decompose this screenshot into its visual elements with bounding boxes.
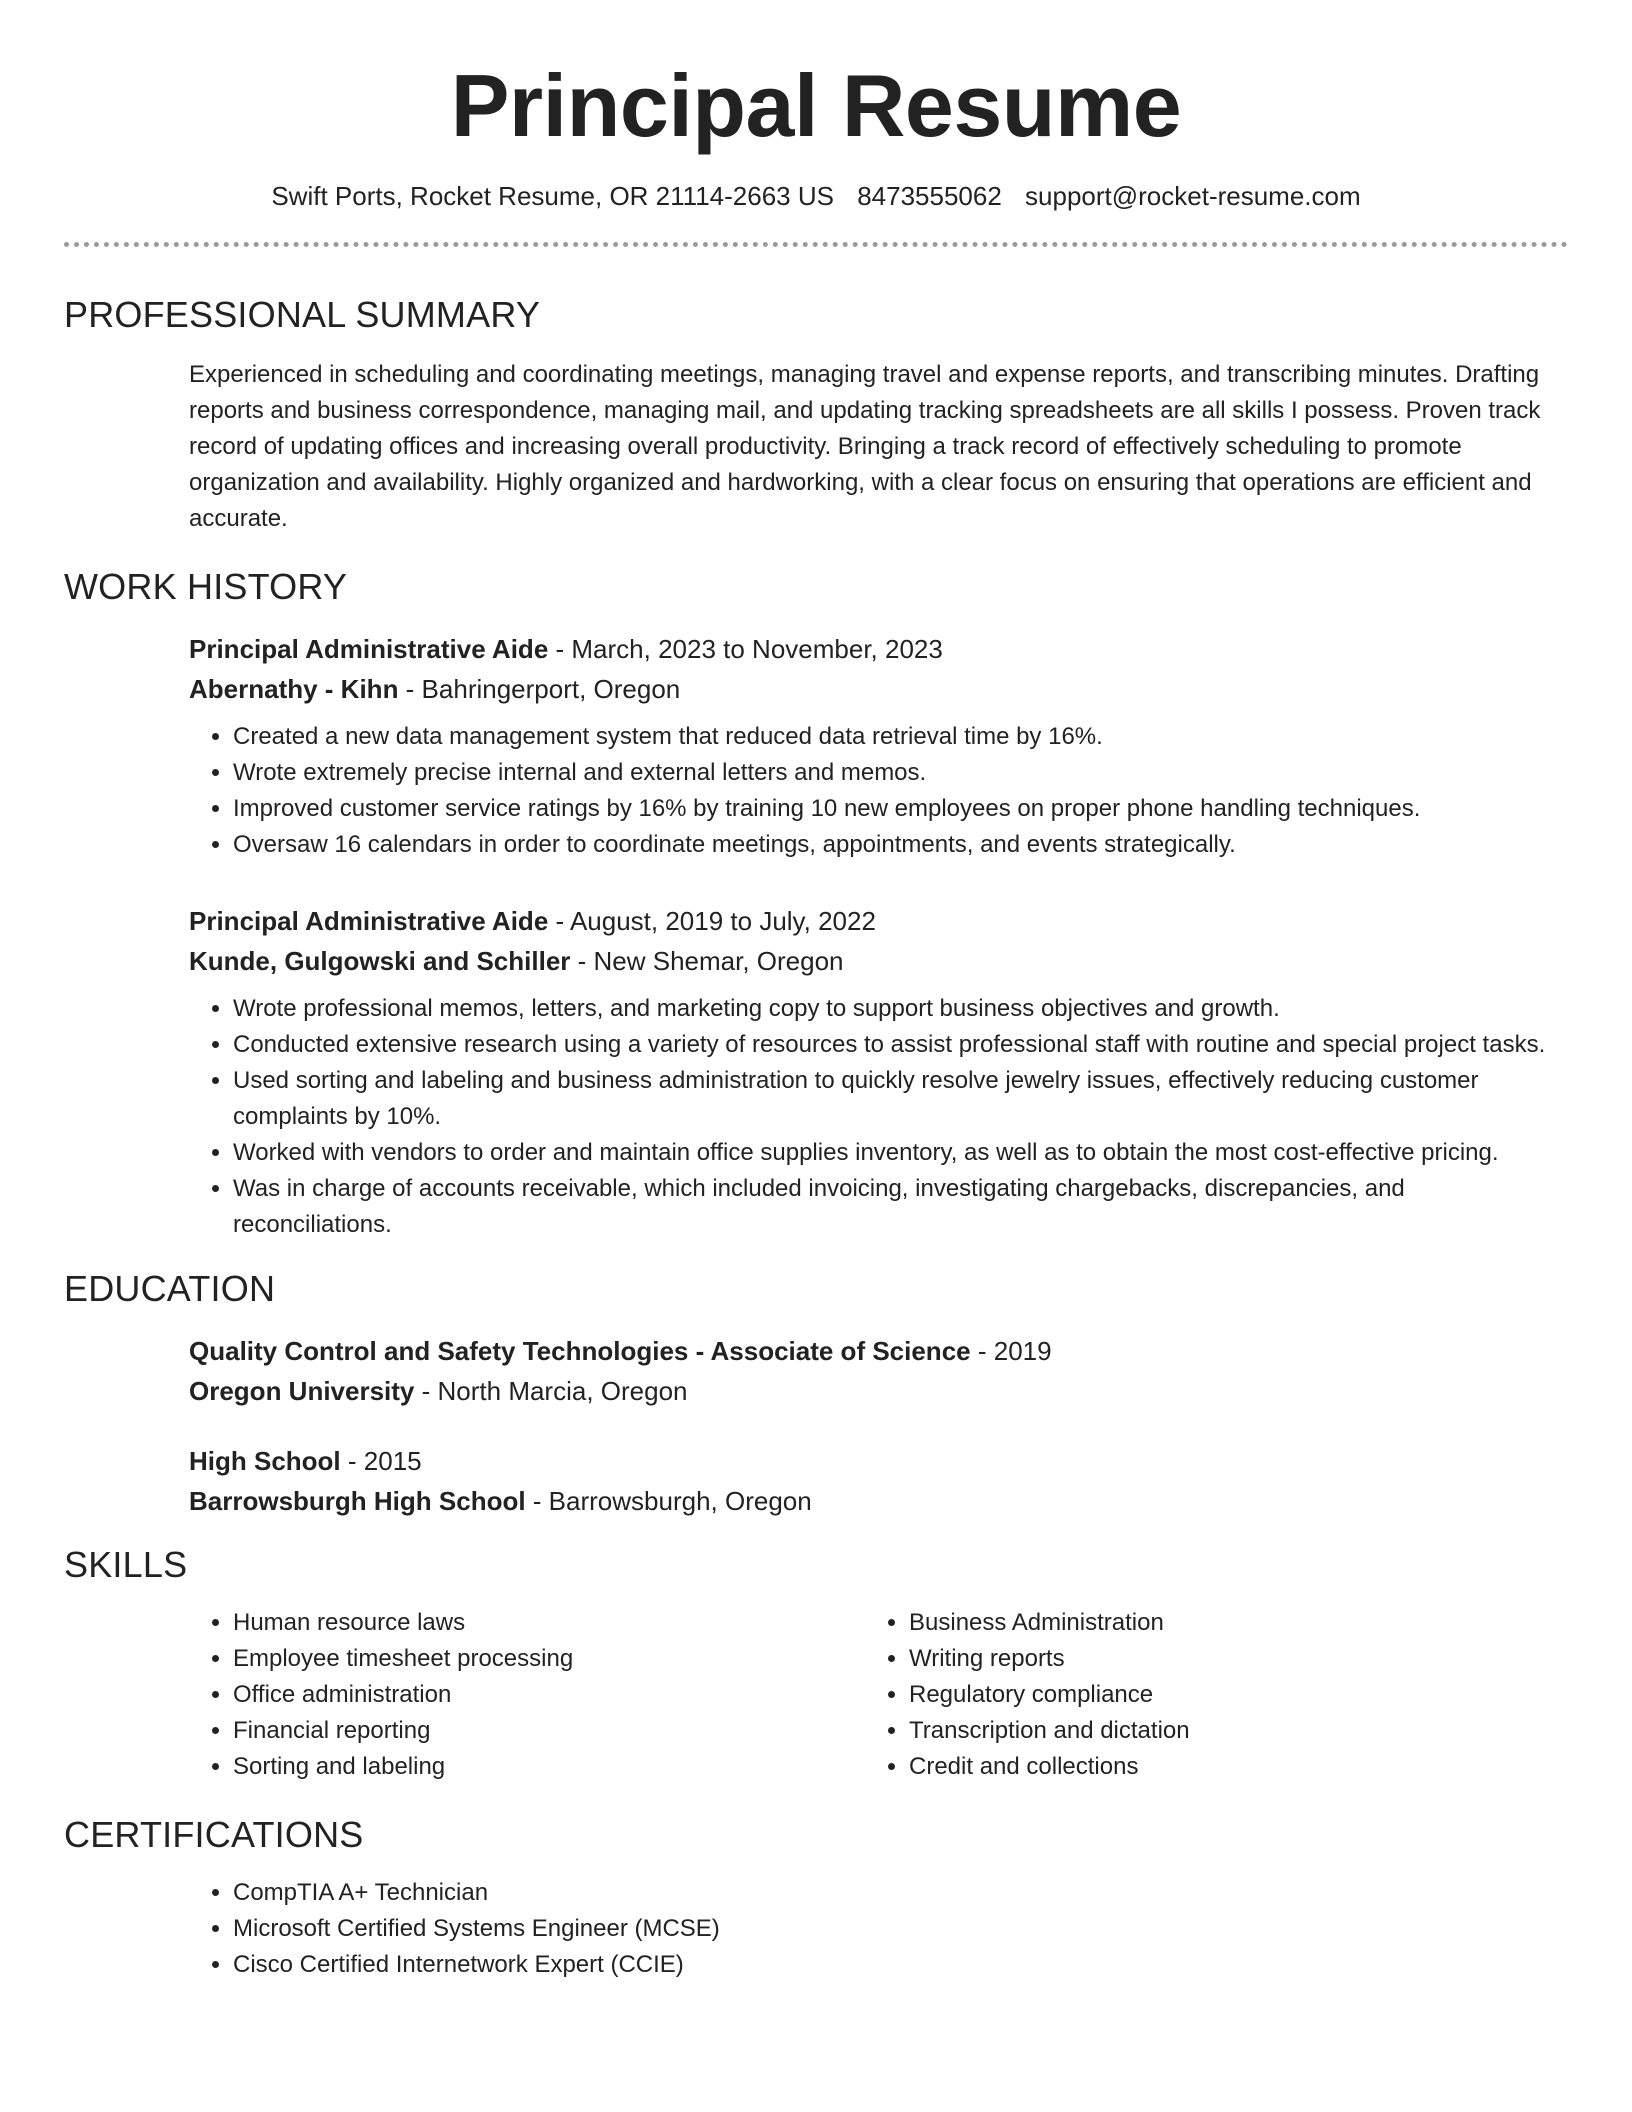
job-bullet: • Conducted extensive research using a variety of resources to assist professional staff with routine and special project tasks. <box>233 1027 1568 1063</box>
education-entry <box>189 1331 1568 1411</box>
job-company-line <box>189 941 1568 981</box>
job-bullet: • Wrote professional memos, letters, and marketing copy to support business objectives and growth. <box>233 991 1568 1027</box>
skill-item: • Office administration <box>233 1677 865 1713</box>
education-year: - 2019 <box>970 1336 1052 1366</box>
skills-column-left <box>189 1605 865 1785</box>
skill-item: • Transcription and dictation <box>909 1713 1541 1749</box>
job-company: Abernathy - Kihn <box>189 674 399 704</box>
certification-item: • Cisco Certified Internetwork Expert (CCIE) <box>233 1947 1568 1983</box>
section-title-certifications: CERTIFICATIONS <box>64 1814 364 1855</box>
skill-item: • Financial reporting <box>233 1713 865 1749</box>
job-title-line <box>189 629 1568 669</box>
job-bullet: • Worked with vendors to order and maintain office supplies inventory, as well as to obtain the most cost-effective pricing. <box>233 1135 1568 1171</box>
job-dates: - August, 2019 to July, 2022 <box>548 906 876 936</box>
job-title-line <box>189 901 1568 941</box>
job-bullet: • Improved customer service ratings by 16% by training 10 new employees on proper phone handling techniques. <box>233 791 1568 827</box>
skills-grid <box>189 1605 1568 1785</box>
job-role: Principal Administrative Aide <box>189 634 549 664</box>
education-location: - North Marcia, Oregon <box>414 1376 688 1406</box>
education-school: Oregon University <box>189 1376 415 1406</box>
job-location: - New Shemar, Oregon <box>570 946 844 976</box>
skill-item: • Business Administration <box>909 1605 1541 1641</box>
skill-item: • Sorting and labeling <box>233 1749 865 1785</box>
skill-item: • Human resource laws <box>233 1605 865 1641</box>
job-bullet: • Oversaw 16 calendars in order to coordinate meetings, appointments, and events strategically. <box>233 827 1568 863</box>
skill-item: • Credit and collections <box>909 1749 1541 1785</box>
job-bullet: • Created a new data management system that reduced data retrieval time by 16%. <box>233 719 1568 755</box>
work-history-list <box>189 629 1568 1243</box>
job-entry <box>189 901 1568 1243</box>
skills-column-right <box>865 1605 1541 1785</box>
contact-line <box>64 180 1568 212</box>
education-entry <box>189 1441 1568 1521</box>
job-bullets <box>189 719 1568 863</box>
job-bullet: • Wrote extremely precise internal and external letters and memos. <box>233 755 1568 791</box>
job-location: - Bahringerport, Oregon <box>398 674 681 704</box>
education-list <box>189 1331 1568 1521</box>
section-title-work-history: WORK HISTORY <box>64 566 348 607</box>
skill-item: • Regulatory compliance <box>909 1677 1541 1713</box>
skill-item: • Writing reports <box>909 1641 1541 1677</box>
education-location: - Barrowsburgh, Oregon <box>525 1486 812 1516</box>
education-school: Barrowsburgh High School <box>189 1486 526 1516</box>
job-bullet: • Used sorting and labeling and business administration to quickly resolve jewelry issues, effectively reducing customer complaints by 10%. <box>233 1063 1568 1135</box>
contact-phone: 8473555062 <box>857 181 1002 211</box>
certification-item: • Microsoft Certified Systems Engineer (MCSE) <box>233 1911 1568 1947</box>
education-school-line <box>189 1371 1568 1411</box>
job-company-line <box>189 669 1568 709</box>
education-degree: Quality Control and Safety Technologies - Associate of Science <box>189 1336 971 1366</box>
job-company: Kunde, Gulgowski and Schiller <box>189 946 571 976</box>
section-title-skills: SKILLS <box>64 1544 188 1585</box>
job-entry <box>189 629 1568 863</box>
section-title-education: EDUCATION <box>64 1268 276 1309</box>
resume-page <box>64 0 1568 1983</box>
job-role: Principal Administrative Aide <box>189 906 549 936</box>
job-bullets <box>189 991 1568 1243</box>
certifications-list <box>189 1875 1568 1983</box>
education-degree-line <box>189 1331 1568 1371</box>
job-bullet: • Was in charge of accounts receivable, which included invoicing, investigating chargebacks, discrepancies, and reconciliations. <box>233 1171 1568 1243</box>
education-year: - 2015 <box>340 1446 422 1476</box>
education-degree-line <box>189 1441 1568 1481</box>
section-title-summary: PROFESSIONAL SUMMARY <box>64 294 541 335</box>
education-school-line <box>189 1481 1568 1521</box>
education-degree: High School <box>189 1446 341 1476</box>
contact-email: support@rocket-resume.com <box>1025 181 1361 211</box>
certification-item: • CompTIA A+ Technician <box>233 1875 1568 1911</box>
job-dates: - March, 2023 to November, 2023 <box>548 634 943 664</box>
certification-bullets <box>189 1875 1568 1983</box>
header-divider <box>64 242 1568 247</box>
resume-title: Principal Resume <box>450 56 1182 155</box>
summary-text: Experienced in scheduling and coordinating meetings, managing travel and expense reports, and transcribing minutes. Drafting reports and business correspondence, managing mail, and updating tracking spreadsheets are all skills I possess. Proven track record of updating offices and increasing overall productivity. Bringing a track record of effectively scheduling to promote organization and availability. Highly organized and hardworking, with a clear focus on ensuring that operations are efficient and accurate. <box>189 361 1541 532</box>
skill-item: • Employee timesheet processing <box>233 1641 865 1677</box>
contact-address: Swift Ports, Rocket Resume, OR 21114-2663 US <box>271 181 834 211</box>
